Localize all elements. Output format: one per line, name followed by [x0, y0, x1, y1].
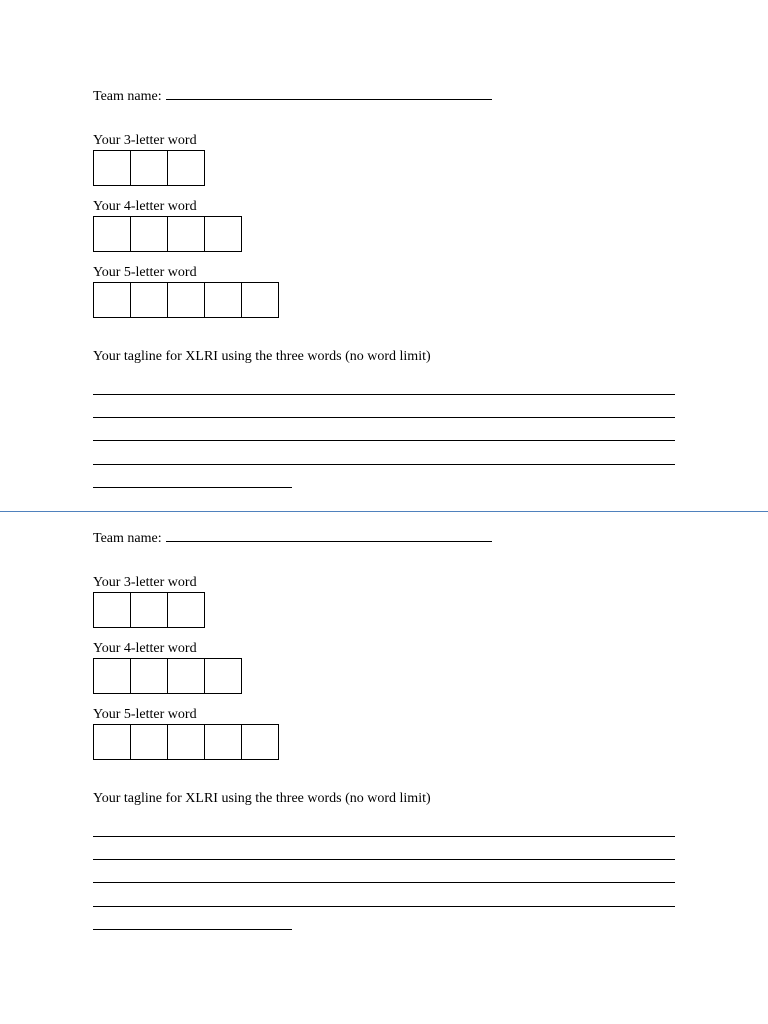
letter-box[interactable]: [204, 216, 242, 252]
tagline-lines: [93, 380, 693, 488]
tagline-blank-line[interactable]: [93, 837, 675, 860]
three-letter-boxes: [93, 592, 693, 627]
letter-box[interactable]: [93, 724, 131, 760]
three-letter-word-group: [93, 132, 693, 185]
letter-box[interactable]: [130, 592, 168, 628]
five-letter-word-group: [93, 264, 693, 317]
three-letter-word-group: [93, 574, 693, 627]
five-letter-word-label: Your 5-letter word: [93, 707, 197, 722]
three-letter-word-label: Your 3-letter word: [93, 133, 197, 148]
letter-box[interactable]: [241, 724, 279, 760]
team-name-label: Team name:: [93, 531, 162, 546]
tagline-blank-line[interactable]: [93, 822, 675, 837]
tagline-blank-line[interactable]: [93, 465, 292, 488]
letter-box[interactable]: [130, 658, 168, 694]
letter-box[interactable]: [204, 658, 242, 694]
tagline-blank-line[interactable]: [93, 441, 675, 464]
four-letter-word-group: [93, 640, 693, 693]
tagline-blank-line[interactable]: [93, 907, 292, 930]
five-letter-boxes: [93, 282, 693, 317]
team-name-row: [93, 528, 693, 548]
tagline-blank-line[interactable]: [93, 860, 675, 883]
letter-box[interactable]: [167, 658, 205, 694]
entry-form-1: [93, 86, 693, 488]
entry-form-2: [93, 528, 693, 930]
letter-box[interactable]: [93, 282, 131, 318]
letter-box[interactable]: [93, 592, 131, 628]
letter-box[interactable]: [167, 216, 205, 252]
letter-box[interactable]: [167, 592, 205, 628]
three-letter-word-label: Your 3-letter word: [93, 575, 197, 590]
tagline-blank-line[interactable]: [93, 380, 675, 395]
four-letter-word-group: [93, 198, 693, 251]
letter-box[interactable]: [93, 658, 131, 694]
four-letter-word-label: Your 4-letter word: [93, 199, 197, 214]
tagline-blank-line[interactable]: [93, 418, 675, 441]
letter-box[interactable]: [167, 282, 205, 318]
five-letter-word-group: [93, 706, 693, 759]
letter-box[interactable]: [167, 150, 205, 186]
letter-box[interactable]: [93, 150, 131, 186]
cut-separator-line: [0, 511, 768, 512]
five-letter-boxes: [93, 724, 693, 759]
tagline-label: Your tagline for XLRI using the three words (no word limit): [93, 349, 431, 364]
tagline-blank-line[interactable]: [93, 395, 675, 418]
letter-box[interactable]: [241, 282, 279, 318]
team-name-row: [93, 86, 693, 106]
tagline-lines: [93, 822, 693, 930]
letter-box[interactable]: [130, 724, 168, 760]
four-letter-boxes: [93, 216, 693, 251]
letter-box[interactable]: [204, 282, 242, 318]
team-name-blank[interactable]: [166, 86, 492, 100]
letter-box[interactable]: [204, 724, 242, 760]
team-name-label: Team name:: [93, 89, 162, 104]
tagline-label: Your tagline for XLRI using the three words (no word limit): [93, 791, 431, 806]
letter-box[interactable]: [167, 724, 205, 760]
team-name-blank[interactable]: [166, 528, 492, 542]
four-letter-word-label: Your 4-letter word: [93, 641, 197, 656]
four-letter-boxes: [93, 658, 693, 693]
letter-box[interactable]: [130, 150, 168, 186]
five-letter-word-label: Your 5-letter word: [93, 265, 197, 280]
letter-box[interactable]: [130, 282, 168, 318]
three-letter-boxes: [93, 150, 693, 185]
tagline-blank-line[interactable]: [93, 883, 675, 906]
letter-box[interactable]: [130, 216, 168, 252]
letter-box[interactable]: [93, 216, 131, 252]
